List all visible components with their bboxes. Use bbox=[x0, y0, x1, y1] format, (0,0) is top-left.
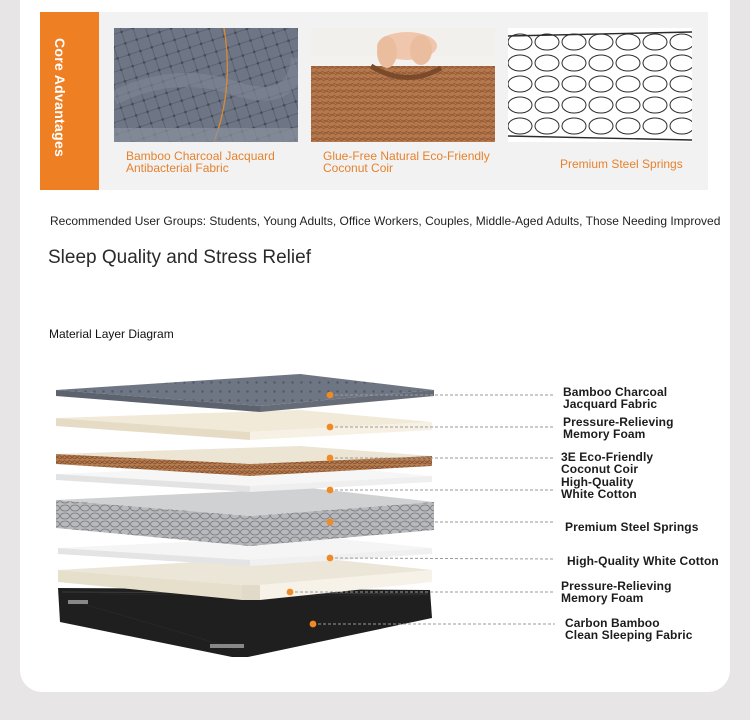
feature-steel-springs bbox=[508, 12, 692, 190]
core-advantages-tab bbox=[40, 12, 99, 190]
core-advantages-panel bbox=[40, 12, 708, 190]
feature-caption: Premium Steel Springs bbox=[560, 157, 683, 171]
callout-dot bbox=[327, 424, 334, 431]
layer-label: Bamboo Charcoal Jacquard Fabric bbox=[563, 385, 668, 411]
callout-dot bbox=[287, 589, 294, 596]
feature-coconut-coir bbox=[311, 12, 495, 190]
layer-label: Premium Steel Springs bbox=[565, 520, 699, 534]
coconut-coir-photo bbox=[311, 28, 495, 142]
callout-dot bbox=[310, 621, 317, 628]
layer-top-fabric bbox=[56, 374, 434, 412]
steel-springs-photo bbox=[508, 28, 692, 142]
layer-label: Carbon Bamboo Clean Sleeping Fabric bbox=[565, 616, 693, 642]
diagram-title: Material Layer Diagram bbox=[49, 327, 174, 341]
callout-dot bbox=[327, 487, 334, 494]
layer-label: Pressure-Relieving Memory Foam bbox=[563, 415, 674, 441]
layer-label: High-Quality White Cotton bbox=[567, 554, 719, 568]
layer-label: 3E Eco-Friendly Coconut Coir bbox=[561, 450, 654, 476]
callout-dot bbox=[327, 392, 334, 399]
callout-dot bbox=[327, 555, 334, 562]
layer-label: High-Quality White Cotton bbox=[561, 475, 637, 501]
feature-caption: Bamboo Charcoal Jacquard Antibacterial Fabric bbox=[126, 149, 275, 175]
callout-dot bbox=[327, 519, 334, 526]
jacquard-fabric-photo bbox=[114, 28, 298, 142]
layer-steel-springs bbox=[56, 488, 434, 546]
callout-dot bbox=[327, 455, 334, 462]
feature-caption: Glue-Free Natural Eco-Friendly Coconut Coir bbox=[323, 149, 490, 175]
core-advantages-label: Core Advantages bbox=[52, 38, 68, 158]
feature-jacquard-fabric bbox=[114, 12, 298, 190]
layer-label: Pressure-Relieving Memory Foam bbox=[561, 579, 672, 605]
layer-top-memory-foam bbox=[56, 410, 432, 440]
section-subtitle: Sleep Quality and Stress Relief bbox=[48, 247, 311, 268]
recommended-user-groups: Recommended User Groups: Students, Young Adults, Office Workers, Couples, Middle-Aged Adults, Those Needing Improved bbox=[50, 214, 721, 228]
